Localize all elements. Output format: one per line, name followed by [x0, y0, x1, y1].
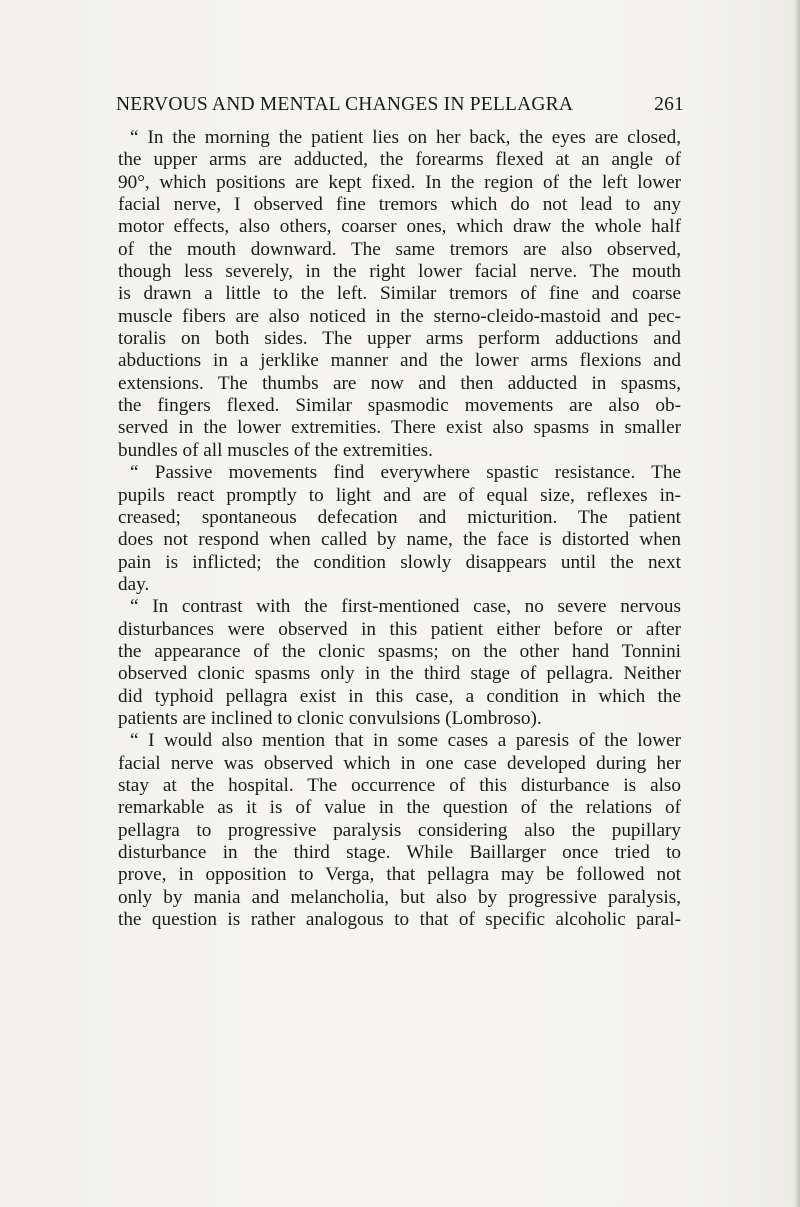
text-line: creased; spontaneous defecation and micturition. The patient [118, 506, 681, 528]
running-head: NERVOUS AND MENTAL CHANGES IN PELLAGRA [116, 94, 574, 115]
text-line: disturbance in the third stage. While Baillarger once tried to [118, 842, 681, 863]
text-line: disturbances were observed in this patient either before or after [118, 618, 681, 640]
text-line: “ In contrast with the first-mentioned case, no severe nervous [130, 596, 681, 618]
text-line: stay at the hospital. The occurrence of this disturbance is also [118, 774, 681, 796]
page-header [116, 94, 684, 120]
text-line: remarkable as it is of value in the question of the relations of [118, 797, 681, 819]
text-line: facial nerve was observed which in one case developed during her [118, 752, 681, 774]
text-line: the appearance of the clonic spasms; on the other hand Tonnini [118, 640, 681, 662]
text-line: bundles of all muscles of the extremities. [118, 439, 433, 461]
text-line: the fingers flexed. Similar spasmodic movements are also ob- [118, 395, 681, 417]
page-edge-shadow [794, 0, 800, 1207]
text-line: “ I would also mention that in some cases a paresis of the lower [130, 730, 681, 752]
text-line: 90°, which positions are kept fixed. In the region of the left lower [118, 171, 681, 193]
text-line: of the mouth downward. The same tremors are also observed, [118, 238, 681, 260]
text-line: toralis on both sides. The upper arms perform adductions and [118, 328, 681, 350]
text-line: is drawn a little to the left. Similar tremors of fine and coarse [118, 283, 681, 305]
text-line: motor effects, also others, coarser ones, which draw the whole half [118, 216, 681, 238]
text-line: the upper arms are adducted, the forearms flexed at an angle of [118, 149, 681, 171]
text-line: “ Passive movements find everywhere spastic resistance. The [130, 462, 681, 484]
text-line: abductions in a jerklike manner and the lower arms flexions and [118, 350, 681, 372]
text-line: prove, in opposition to Verga, that pellagra may be followed not [118, 864, 681, 886]
body-text [118, 127, 681, 931]
text-line: “ In the morning the patient lies on her back, the eyes are closed, [130, 127, 681, 148]
text-line: the question is rather analogous to that of specific alcoholic paral- [118, 909, 681, 931]
text-line: pain is inflicted; the condition slowly disappears until the next [118, 551, 681, 573]
text-line: though less severely, in the right lower facial nerve. The mouth [118, 261, 681, 283]
text-line: facial nerve, I observed fine tremors which do not lead to any [118, 194, 681, 216]
text-line: day. [118, 573, 150, 595]
page-number: 261 [654, 94, 684, 115]
text-line: served in the lower extremities. There exist also spasms in smaller [118, 417, 681, 439]
text-line: muscle fibers are also noticed in the sterno-cleido-mastoid and pec- [118, 305, 681, 327]
text-line: extensions. The thumbs are now and then adducted in spasms, [118, 372, 681, 394]
text-line: does not respond when called by name, the face is distorted when [118, 529, 681, 551]
text-line: pellagra to progressive paralysis considering also the pupillary [118, 819, 681, 841]
text-line: observed clonic spasms only in the third stage of pellagra. Neither [118, 663, 681, 685]
text-line: patients are inclined to clonic convulsions (Lombroso). [118, 707, 542, 729]
text-line: pupils react promptly to light and are of equal size, reflexes in- [118, 484, 681, 506]
text-line: only by mania and melancholia, but also by progressive paralysis, [118, 886, 681, 908]
text-line: did typhoid pellagra exist in this case, a condition in which the [118, 685, 681, 707]
